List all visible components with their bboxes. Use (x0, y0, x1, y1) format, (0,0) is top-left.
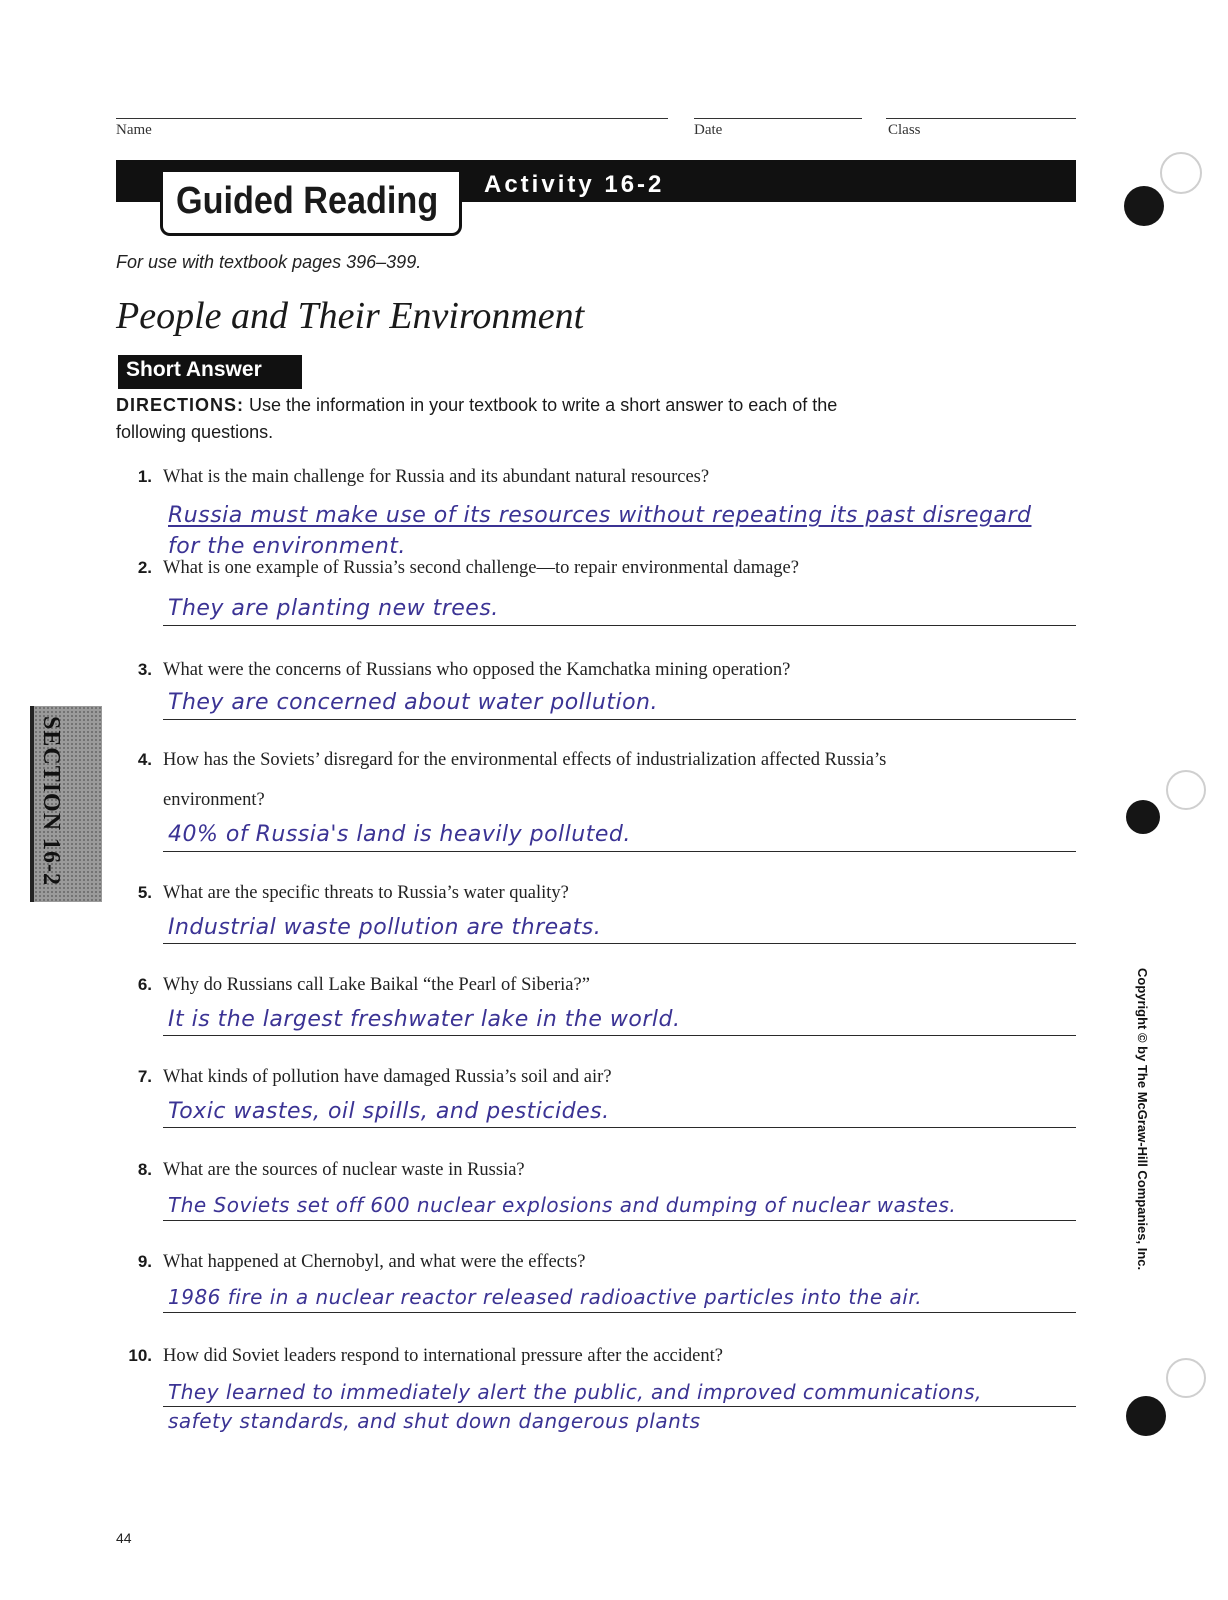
answer-text[interactable]: They learned to immediately alert the public, and improved communications, (168, 1380, 982, 1404)
binder-hole-ring (1160, 152, 1202, 194)
binder-hole-ring (1166, 770, 1206, 810)
copyright-notice: Copyright © by The McGraw-Hill Companies, Inc. (1135, 968, 1150, 1271)
answer-line (163, 1035, 1076, 1036)
question-number: 9. (137, 1252, 152, 1271)
question-number: 7. (137, 1067, 152, 1086)
question-text: What are the sources of nuclear waste in Russia? (163, 1160, 525, 1180)
answer-line (163, 851, 1076, 852)
question-text: How did Soviet leaders respond to international pressure after the accident? (163, 1346, 723, 1366)
directions-text: Use the information in your textbook to write a short answer to each of the following questions. (116, 395, 838, 442)
question-text: What were the concerns of Russians who opposed the Kamchatka mining operation? (163, 660, 791, 680)
question-number: 4. (137, 750, 152, 769)
question-number: 8. (137, 1160, 152, 1179)
question-number: 1. (137, 467, 152, 486)
question-text-continued: environment? (163, 790, 265, 810)
directions-lead: DIRECTIONS: (116, 395, 244, 415)
answer-text[interactable]: 1986 fire in a nuclear reactor released radioactive particles into the air. (168, 1285, 923, 1309)
question-number: 3. (137, 660, 152, 679)
question-number: 2. (137, 558, 152, 577)
page-number: 44 (116, 1530, 132, 1546)
question-text: How has the Soviets’ disregard for the environmental effects of industrialization affected Russia’s (163, 750, 887, 770)
answer-text[interactable]: It is the largest freshwater lake in the world. (168, 1007, 681, 1032)
answer-text[interactable]: for the environment. (168, 534, 406, 559)
question-text: What is the main challenge for Russia and its abundant natural resources? (163, 467, 710, 487)
answer-text[interactable]: Toxic wastes, oil spills, and pesticides. (168, 1099, 610, 1124)
textbook-pages-note: For use with textbook pages 396–399. (116, 252, 422, 272)
question-text: What kinds of pollution have damaged Russia’s soil and air? (163, 1067, 612, 1087)
answer-text[interactable]: They are concerned about water pollution. (168, 690, 658, 715)
answer-text[interactable]: Industrial waste pollution are threats. (168, 915, 602, 940)
class-label: Class (888, 122, 921, 138)
question-number: 10. (128, 1346, 152, 1365)
name-blank[interactable] (116, 118, 668, 119)
question-text: What is one example of Russia’s second challenge—to repair environmental damage? (163, 558, 799, 578)
answer-text[interactable]: The Soviets set off 600 nuclear explosions and dumping of nuclear wastes. (168, 1193, 957, 1217)
section-side-tab-label: SECTION 16-2 (38, 716, 64, 887)
answer-text[interactable]: 40% of Russia's land is heavily polluted. (168, 822, 631, 847)
question-text: Why do Russians call Lake Baikal “the Pearl of Siberia?” (163, 975, 590, 995)
question-number: 6. (137, 975, 152, 994)
question-text: What are the specific threats to Russia’s water quality? (163, 883, 569, 903)
binder-hole (1126, 1396, 1166, 1436)
question-number: 5. (137, 883, 152, 902)
answer-line (163, 1406, 1076, 1407)
binder-hole (1124, 186, 1164, 226)
banner-title: Guided Reading (176, 180, 439, 222)
directions (116, 392, 856, 446)
answer-line (163, 1312, 1076, 1313)
name-label: Name (116, 122, 152, 138)
date-blank[interactable] (694, 118, 862, 119)
binder-hole (1126, 800, 1160, 834)
answer-line (163, 1127, 1076, 1128)
answer-line (163, 719, 1076, 720)
answer-text[interactable]: Russia must make use of its resources without repeating its past disregard (168, 503, 1032, 528)
question-text: What happened at Chernobyl, and what were the effects? (163, 1252, 586, 1272)
answer-line (163, 625, 1076, 626)
date-label: Date (694, 122, 723, 138)
answer-text[interactable]: They are planting new trees. (168, 596, 499, 621)
answer-text[interactable]: safety standards, and shut down dangerous plants (168, 1409, 701, 1433)
answer-line (163, 943, 1076, 944)
binder-hole-ring (1166, 1358, 1206, 1398)
activity-number: Activity 16-2 (484, 171, 665, 198)
class-blank[interactable] (886, 118, 1076, 119)
page-title: People and Their Environment (116, 295, 585, 337)
section-label: Short Answer (126, 358, 262, 381)
answer-line (163, 1220, 1076, 1221)
